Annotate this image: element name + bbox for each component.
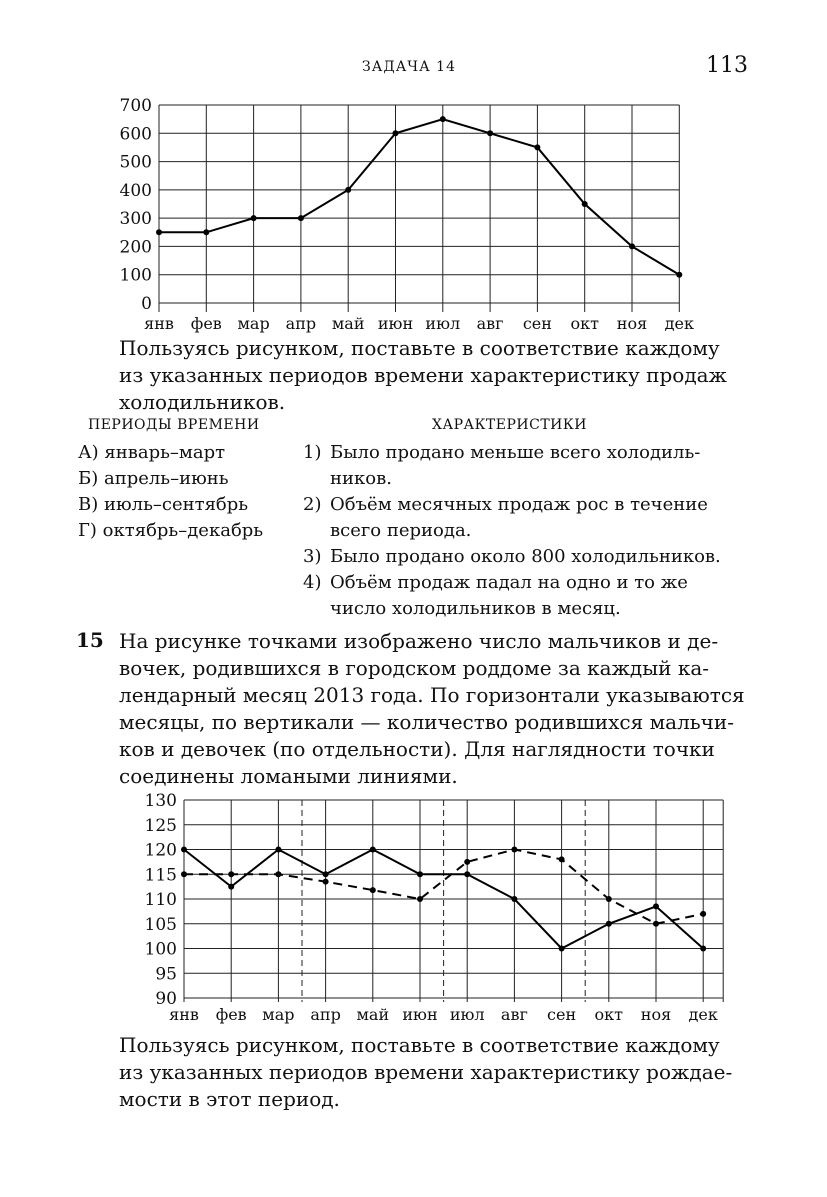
solid-data-point — [700, 946, 706, 952]
task14-prompt-line: Пользуясь рисунком, поставьте в соответствие каждому — [119, 336, 720, 360]
y-tick-label: 105 — [144, 914, 177, 935]
dashed-data-point — [511, 847, 517, 853]
y-tick-label: 0 — [141, 294, 152, 314]
dashed-data-point — [370, 887, 376, 893]
dashed-data-point — [275, 871, 281, 877]
characteristic-text: ников. — [330, 468, 392, 489]
task15-text-line: ков и девочек (по отдельности). Для наглядности точки — [119, 737, 715, 761]
periods-header: ПЕРИОДЫ ВРЕМЕНИ — [88, 417, 260, 433]
characteristic-item — [303, 544, 721, 570]
solid-data-point — [228, 884, 234, 890]
solid-data-point — [181, 847, 187, 853]
dashed-data-point — [181, 871, 187, 877]
characteristic-text: всего периода. — [330, 520, 472, 541]
dashed-data-point — [606, 896, 612, 902]
task15-text-line: месяцы, по вертикали — количество родившихся мальчи- — [119, 710, 734, 734]
y-tick-label: 100 — [144, 939, 177, 960]
data-point — [676, 272, 682, 278]
series-line — [159, 119, 679, 275]
y-tick-label: 130 — [144, 791, 177, 811]
dashed-data-point — [653, 921, 659, 927]
solid-data-point — [275, 847, 281, 853]
characteristic-item — [303, 570, 721, 622]
births-chart — [0, 786, 827, 1031]
dashed-data-point — [559, 856, 565, 862]
period-item: Г) октябрь–декабрь — [78, 520, 264, 541]
characteristic-text: Объём месячных продаж рос в течение — [330, 494, 708, 515]
period-item: В) июль–сентябрь — [78, 494, 249, 515]
page-number: 113 — [706, 53, 748, 78]
characteristic-text: Объём продаж падал на одно и то же — [330, 572, 688, 593]
x-tick-label: июл — [425, 314, 461, 333]
data-point — [298, 215, 304, 221]
task15-after-line: мости в этот период. — [119, 1087, 340, 1111]
chart1-y-ticks — [120, 96, 152, 314]
data-point — [534, 144, 540, 150]
x-tick-label: июн — [402, 1005, 438, 1024]
y-tick-label: 95 — [155, 964, 177, 985]
characteristic-text: Было продано около 800 холодильников. — [330, 546, 721, 567]
x-tick-label: апр — [285, 314, 317, 333]
task15-after-text — [119, 1032, 732, 1113]
chart2-y-ticks — [145, 791, 177, 1009]
task15-text-line: соединены ломаными линиями. — [119, 764, 458, 788]
y-tick-label: 500 — [119, 152, 152, 173]
task15-text-line: лендарный месяц 2013 года. По горизонтали указываются — [119, 683, 745, 707]
solid-data-point — [559, 946, 565, 952]
characteristic-number: 3) — [303, 546, 322, 567]
task15-after-line: Пользуясь рисунком, поставьте в соответствие каждому — [119, 1033, 720, 1057]
y-tick-label: 600 — [119, 124, 152, 145]
x-tick-label: ноя — [640, 1005, 672, 1024]
x-tick-label: окт — [594, 1005, 624, 1024]
x-tick-label: сен — [547, 1005, 577, 1024]
characteristic-number: 4) — [303, 572, 322, 593]
x-tick-label: июл — [449, 1005, 485, 1024]
periods-list — [78, 440, 263, 544]
task15-after-line: из указанных периодов времени характеристику рождае- — [119, 1060, 733, 1084]
x-tick-label: окт — [570, 314, 599, 333]
solid-data-point — [464, 871, 470, 877]
solid-data-point — [370, 847, 376, 853]
solid-data-point — [417, 871, 423, 877]
x-tick-label: июн — [377, 314, 414, 333]
task15-text-line: вочек, родившихся в городском роддоме за каждый ка- — [119, 656, 710, 680]
solid-data-point — [606, 921, 612, 927]
y-tick-label: 125 — [144, 815, 177, 836]
x-tick-label: янв — [144, 314, 174, 333]
x-tick-label: мар — [262, 1005, 295, 1024]
chart1-grid — [159, 105, 679, 312]
task14-prompt — [119, 335, 727, 416]
data-point — [203, 229, 209, 235]
chart1-x-ticks — [144, 314, 694, 333]
characteristic-number: 2) — [303, 494, 322, 515]
x-tick-label: дек — [664, 314, 694, 333]
y-tick-label: 400 — [119, 180, 152, 201]
chart1-series — [156, 116, 682, 278]
y-tick-label: 200 — [119, 237, 152, 258]
characteristic-item — [303, 492, 721, 544]
period-item: А) январь–март — [78, 442, 226, 463]
dashed-data-point — [417, 896, 423, 902]
data-point — [393, 130, 399, 136]
x-tick-label: фев — [190, 314, 222, 333]
x-tick-label: май — [331, 314, 365, 333]
dashed-data-point — [323, 879, 329, 885]
x-tick-label: авг — [476, 314, 504, 333]
x-tick-label: апр — [310, 1005, 341, 1024]
dashed-data-point — [228, 871, 234, 877]
running-header: ЗАДАЧА 14 — [362, 59, 456, 75]
sales-chart — [0, 90, 827, 335]
solid-data-point — [511, 896, 517, 902]
data-point — [156, 229, 162, 235]
solid-data-point — [653, 903, 659, 909]
data-point — [345, 187, 351, 193]
dashed-data-point — [464, 859, 470, 865]
characteristic-text: число холодильников в месяц. — [330, 598, 621, 619]
x-tick-label: фев — [215, 1005, 247, 1024]
x-tick-label: май — [356, 1005, 390, 1024]
characteristics-header: ХАРАКТЕРИСТИКИ — [432, 417, 587, 433]
dashed-data-point — [700, 911, 706, 917]
y-tick-label: 115 — [144, 865, 177, 886]
x-tick-label: дек — [688, 1005, 718, 1024]
task14-prompt-line: из указанных периодов времени характеристику продаж — [119, 363, 727, 387]
data-point — [629, 243, 635, 249]
characteristic-text: Было продано меньше всего холодиль- — [330, 442, 701, 463]
y-tick-label: 90 — [155, 989, 177, 1009]
task15-text — [119, 628, 745, 790]
characteristic-number: 1) — [303, 442, 322, 463]
x-tick-label: авг — [500, 1005, 528, 1024]
y-tick-label: 120 — [144, 840, 177, 861]
task15-number: 15 — [76, 628, 104, 652]
data-point — [251, 215, 257, 221]
period-item: Б) апрель–июнь — [78, 468, 229, 489]
characteristic-item — [303, 440, 721, 492]
y-tick-label: 700 — [119, 96, 152, 116]
y-tick-label: 100 — [119, 265, 152, 286]
solid-data-point — [323, 871, 329, 877]
data-point — [582, 201, 588, 207]
chart2-grid — [184, 800, 723, 1002]
data-point — [487, 130, 493, 136]
x-tick-label: сен — [522, 314, 552, 333]
characteristics-list — [303, 440, 721, 622]
task15-text-line: На рисунке точками изображено число мальчиков и де- — [119, 629, 719, 653]
x-tick-label: ноя — [616, 314, 648, 333]
data-point — [440, 116, 446, 122]
x-tick-label: янв — [169, 1005, 199, 1024]
y-tick-label: 110 — [144, 890, 177, 910]
chart2-x-ticks — [169, 1005, 718, 1024]
x-tick-label: мар — [237, 314, 270, 333]
y-tick-label: 300 — [119, 209, 152, 230]
task14-prompt-line: холодильников. — [119, 390, 286, 414]
